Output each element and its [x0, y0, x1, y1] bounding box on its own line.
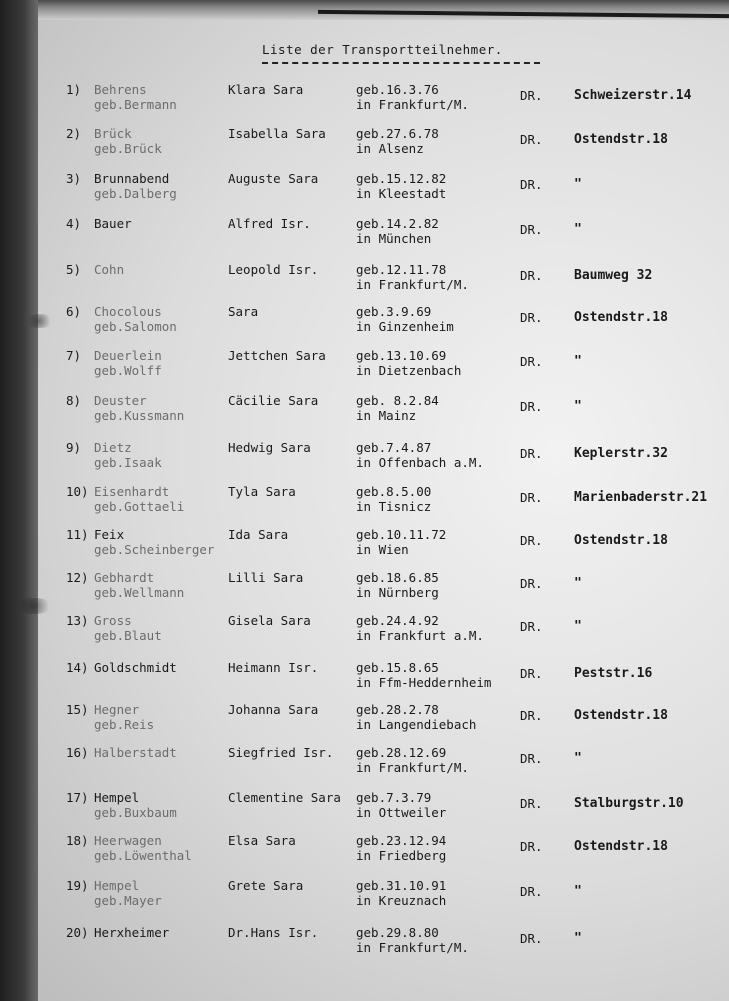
- maiden-name: geb.Brück: [94, 141, 162, 156]
- birth-place: in Tisnicz: [356, 499, 432, 514]
- first-name: Hedwig Sara: [228, 440, 311, 455]
- birth-place: in Wien: [356, 542, 409, 557]
- birth-place: in Ginzenheim: [356, 319, 454, 334]
- first-name: Jettchen Sara: [228, 348, 326, 363]
- birth-place: in Dietzenbach: [356, 363, 462, 378]
- first-name: Gisela Sara: [228, 613, 311, 628]
- district-code: DR.: [520, 533, 543, 548]
- maiden-name: geb.Buxbaum: [94, 805, 177, 820]
- ink-smudge: [24, 314, 54, 328]
- entry-number: 4): [66, 216, 82, 231]
- birth-date: geb.16.3.76: [356, 82, 439, 97]
- maiden-name: geb.Löwenthal: [94, 848, 192, 863]
- list-entry: [38, 613, 729, 657]
- surname: Herxheimer: [94, 925, 170, 940]
- title-underline: [262, 62, 540, 64]
- district-code: DR.: [520, 399, 543, 414]
- street-address: Ostendstr.18: [574, 839, 668, 854]
- street-address: ": [574, 177, 582, 192]
- surname: Hempel: [94, 790, 140, 805]
- surname: Brunnabend: [94, 171, 170, 186]
- street-address: ": [574, 354, 582, 369]
- birth-place: in Alsenz: [356, 141, 424, 156]
- maiden-name: geb.Isaak: [94, 455, 162, 470]
- surname: Eisenhardt: [94, 484, 170, 499]
- surname: Feix: [94, 527, 125, 542]
- maiden-name: geb.Blaut: [94, 628, 162, 643]
- birth-date: geb.31.10.91: [356, 878, 447, 893]
- district-code: DR.: [520, 132, 543, 147]
- birth-place: in Ffm-Heddernheim: [356, 675, 492, 690]
- birth-place: in Offenbach a.M.: [356, 455, 484, 470]
- entry-number: 2): [66, 126, 82, 141]
- district-code: DR.: [520, 708, 543, 723]
- entry-number: 10): [66, 484, 89, 499]
- surname: Gross: [94, 613, 132, 628]
- street-address: ": [574, 931, 582, 946]
- first-name: Sara: [228, 304, 259, 319]
- birth-date: geb.15.12.82: [356, 171, 447, 186]
- surname: Hegner: [94, 702, 140, 717]
- list-entry: [38, 745, 729, 789]
- entry-number: 8): [66, 393, 82, 408]
- birth-place: in Frankfurt/M.: [356, 760, 469, 775]
- birth-place: in Frankfurt a.M.: [356, 628, 484, 643]
- entry-number: 9): [66, 440, 82, 455]
- list-entry: [38, 484, 729, 528]
- list-entry: [38, 348, 729, 392]
- list-entry: [38, 570, 729, 614]
- first-name: Leopold Isr.: [228, 262, 319, 277]
- street-address: Stalburgstr.10: [574, 796, 684, 811]
- entry-number: 1): [66, 82, 82, 97]
- surname: Cohn: [94, 262, 125, 277]
- list-entry: [38, 262, 729, 306]
- surname: Behrens: [94, 82, 147, 97]
- birth-date: geb.29.8.80: [356, 925, 439, 940]
- surname: Goldschmidt: [94, 660, 177, 675]
- surname: Deuster: [94, 393, 147, 408]
- birth-place: in Langendiebach: [356, 717, 477, 732]
- maiden-name: geb.Mayer: [94, 893, 162, 908]
- district-code: DR.: [520, 446, 543, 461]
- entry-number: 19): [66, 878, 89, 893]
- list-entry: [38, 126, 729, 170]
- first-name: Lilli Sara: [228, 570, 304, 585]
- district-code: DR.: [520, 177, 543, 192]
- district-code: DR.: [520, 268, 543, 283]
- birth-place: in Frankfurt/M.: [356, 277, 469, 292]
- birth-place: in München: [356, 231, 432, 246]
- entry-number: 5): [66, 262, 82, 277]
- surname: Halberstadt: [94, 745, 177, 760]
- list-entry: [38, 702, 729, 746]
- entry-number: 13): [66, 613, 89, 628]
- birth-date: geb.14.2.82: [356, 216, 439, 231]
- birth-date: geb.12.11.78: [356, 262, 447, 277]
- list-entry: [38, 393, 729, 437]
- birth-date: geb.7.4.87: [356, 440, 432, 455]
- surname: Gebhardt: [94, 570, 155, 585]
- first-name: Ida Sara: [228, 527, 289, 542]
- surname: Deuerlein: [94, 348, 162, 363]
- list-entry: [38, 82, 729, 126]
- first-name: Cäcilie Sara: [228, 393, 319, 408]
- district-code: DR.: [520, 839, 543, 854]
- entry-number: 12): [66, 570, 89, 585]
- list-entry: [38, 216, 729, 260]
- film-edge: [0, 0, 38, 1001]
- list-entry: [38, 304, 729, 348]
- street-address: Baumweg 32: [574, 268, 653, 283]
- street-address: Peststr.16: [574, 666, 653, 681]
- birth-date: geb.23.12.94: [356, 833, 447, 848]
- district-code: DR.: [520, 796, 543, 811]
- birth-date: geb.28.2.78: [356, 702, 439, 717]
- district-code: DR.: [520, 354, 543, 369]
- birth-date: geb.27.6.78: [356, 126, 439, 141]
- birth-date: geb.28.12.69: [356, 745, 447, 760]
- first-name: Siegfried Isr.: [228, 745, 334, 760]
- birth-date: geb.15.8.65: [356, 660, 439, 675]
- district-code: DR.: [520, 884, 543, 899]
- birth-place: in Friedberg: [356, 848, 447, 863]
- first-name: Grete Sara: [228, 878, 304, 893]
- district-code: DR.: [520, 576, 543, 591]
- maiden-name: geb.Kussmann: [94, 408, 185, 423]
- birth-date: geb.3.9.69: [356, 304, 432, 319]
- document-page: [38, 0, 729, 1001]
- street-address: Marienbaderstr.21: [574, 490, 708, 505]
- document-title: Liste der Transportteilnehmer.: [262, 42, 503, 57]
- district-code: DR.: [520, 619, 543, 634]
- birth-date: geb.10.11.72: [356, 527, 447, 542]
- entry-number: 14): [66, 660, 89, 675]
- street-address: Ostendstr.18: [574, 310, 668, 325]
- street-address: ": [574, 884, 582, 899]
- entry-number: 16): [66, 745, 89, 760]
- first-name: Heimann Isr.: [228, 660, 319, 675]
- birth-date: geb. 8.2.84: [356, 393, 439, 408]
- entry-number: 6): [66, 304, 82, 319]
- street-address: ": [574, 751, 582, 766]
- birth-date: geb.24.4.92: [356, 613, 439, 628]
- birth-place: in Frankfurt/M.: [356, 940, 469, 955]
- list-entry: [38, 440, 729, 484]
- birth-place: in Ottweiler: [356, 805, 447, 820]
- list-entry: [38, 171, 729, 215]
- entry-number: 18): [66, 833, 89, 848]
- birth-place: in Kleestadt: [356, 186, 447, 201]
- birth-date: geb.8.5.00: [356, 484, 432, 499]
- birth-date: geb.18.6.85: [356, 570, 439, 585]
- first-name: Tyla Sara: [228, 484, 296, 499]
- district-code: DR.: [520, 490, 543, 505]
- entry-number: 17): [66, 790, 89, 805]
- maiden-name: geb.Wolff: [94, 363, 162, 378]
- surname: Brück: [94, 126, 132, 141]
- first-name: Dr.Hans Isr.: [228, 925, 319, 940]
- surname: Dietz: [94, 440, 132, 455]
- surname: Hempel: [94, 878, 140, 893]
- maiden-name: geb.Salomon: [94, 319, 177, 334]
- birth-place: in Kreuznach: [356, 893, 447, 908]
- list-entry: [38, 790, 729, 834]
- district-code: DR.: [520, 666, 543, 681]
- district-code: DR.: [520, 931, 543, 946]
- street-address: Keplerstr.32: [574, 446, 668, 461]
- street-address: Ostendstr.18: [574, 708, 668, 723]
- street-address: Ostendstr.18: [574, 132, 668, 147]
- first-name: Klara Sara: [228, 82, 304, 97]
- maiden-name: geb.Wellmann: [94, 585, 185, 600]
- entry-number: 7): [66, 348, 82, 363]
- first-name: Auguste Sara: [228, 171, 319, 186]
- maiden-name: geb.Gottaeli: [94, 499, 185, 514]
- birth-place: in Frankfurt/M.: [356, 97, 469, 112]
- street-address: ": [574, 399, 582, 414]
- surname: Bauer: [94, 216, 132, 231]
- maiden-name: geb.Scheinberger: [94, 542, 215, 557]
- district-code: DR.: [520, 310, 543, 325]
- first-name: Elsa Sara: [228, 833, 296, 848]
- birth-date: geb.13.10.69: [356, 348, 447, 363]
- list-entry: [38, 660, 729, 704]
- entry-number: 3): [66, 171, 82, 186]
- maiden-name: geb.Reis: [94, 717, 155, 732]
- entry-number: 15): [66, 702, 89, 717]
- list-entry: [38, 925, 729, 969]
- birth-date: geb.7.3.79: [356, 790, 432, 805]
- surname: Chocolous: [94, 304, 162, 319]
- first-name: Johanna Sara: [228, 702, 319, 717]
- entry-number: 20): [66, 925, 89, 940]
- ink-smudge: [14, 598, 54, 614]
- street-address: ": [574, 222, 582, 237]
- list-entry: [38, 833, 729, 877]
- street-address: ": [574, 576, 582, 591]
- district-code: DR.: [520, 751, 543, 766]
- street-address: ": [574, 619, 582, 634]
- district-code: DR.: [520, 88, 543, 103]
- list-entry: [38, 878, 729, 922]
- street-address: Ostendstr.18: [574, 533, 668, 548]
- street-address: Schweizerstr.14: [574, 88, 692, 103]
- maiden-name: geb.Bermann: [94, 97, 177, 112]
- district-code: DR.: [520, 222, 543, 237]
- birth-place: in Mainz: [356, 408, 417, 423]
- first-name: Clementine Sara: [228, 790, 341, 805]
- first-name: Alfred Isr.: [228, 216, 311, 231]
- entry-number: 11): [66, 527, 89, 542]
- surname: Heerwagen: [94, 833, 162, 848]
- list-entry: [38, 527, 729, 571]
- birth-place: in Nürnberg: [356, 585, 439, 600]
- first-name: Isabella Sara: [228, 126, 326, 141]
- maiden-name: geb.Dalberg: [94, 186, 177, 201]
